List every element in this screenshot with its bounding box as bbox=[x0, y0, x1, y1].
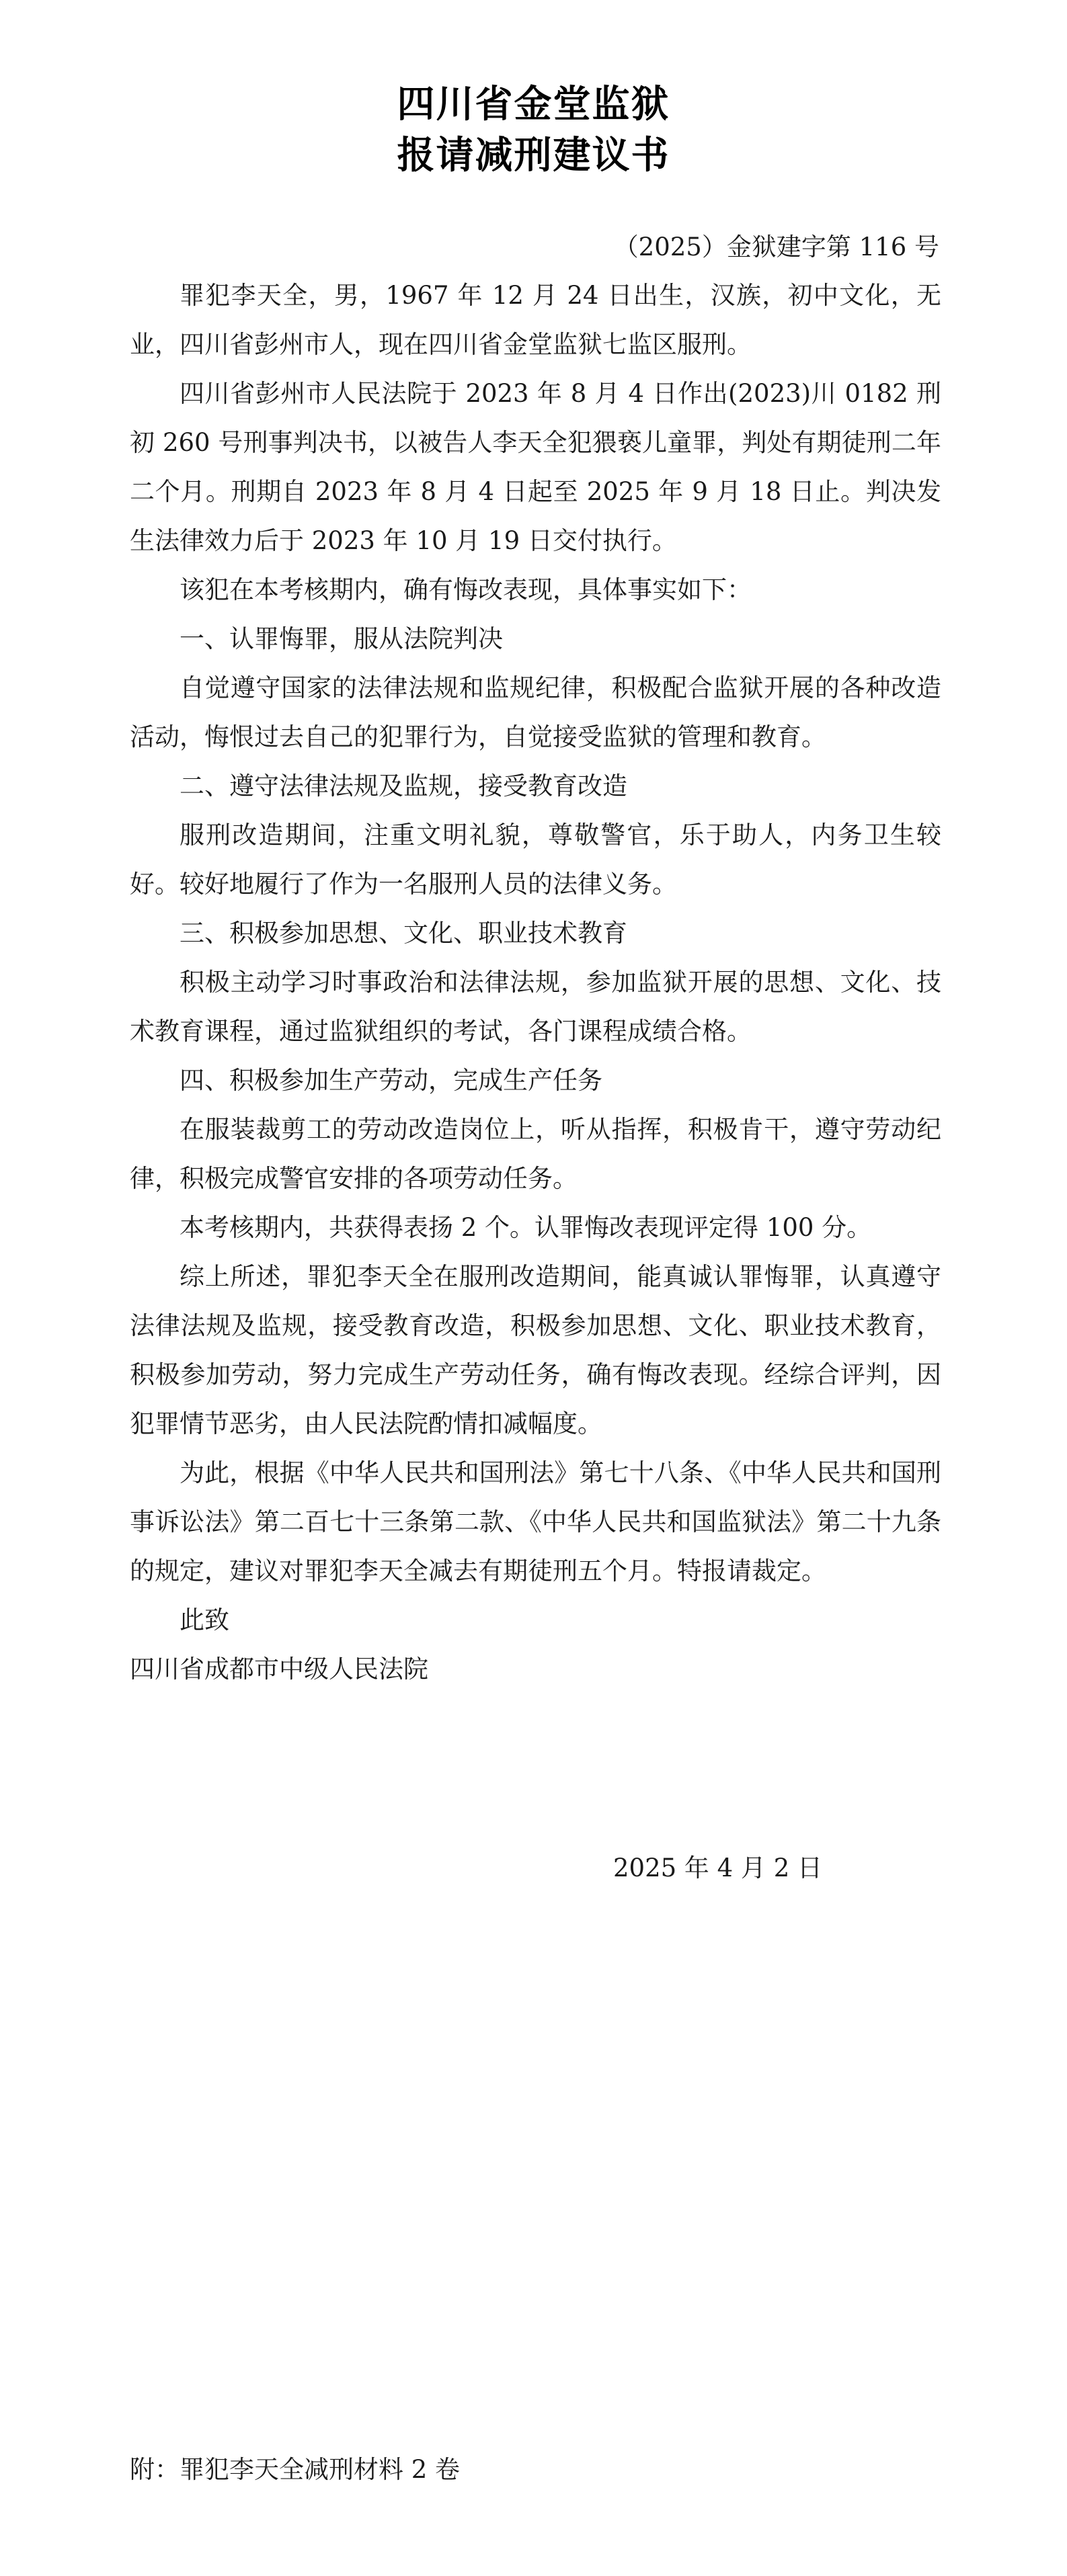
document-date: 2025 年 4 月 2 日 bbox=[613, 1854, 823, 1882]
paragraph-summary: 综上所述，罪犯李天全在服刑改造期间，能真诚认罪悔罪，认真遵守法律法规及监规，接受教育改造，积极参加思想、文化、职业技术教育，积极参加劳动，努力完成生产劳动任务，确有悔改表现。经综合评判，因犯罪情节恶劣，由人民法院酌情扣减幅度。 bbox=[130, 1262, 941, 1438]
section-heading-1: 一、认罪悔罪，服从法院判决 bbox=[180, 624, 503, 653]
section-heading-4: 四、积极参加生产劳动，完成生产任务 bbox=[180, 1066, 602, 1095]
paragraph-salutation: 此致 bbox=[180, 1606, 229, 1634]
addressee: 四川省成都市中级人民法院 bbox=[130, 1655, 428, 1684]
attachment-note: 附：罪犯李天全减刑材料 2 卷 bbox=[130, 2455, 461, 2484]
document-title-line2: 报请减刑建议书 bbox=[397, 134, 670, 177]
paragraph-judgment: 四川省彭州市人民法院于 2023 年 8 月 4 日作出(2023)川 0182 刑初 260 号刑事判决书，以被告人李天全犯猥亵儿童罪，判处有期徒刑二年二个月。刑期自 2023 年 8 月 4 日起至 2025 年 9 月 18 日止。判决发生法律效力后于 2023 年 10 月 19 日交付执行。 bbox=[130, 379, 941, 555]
paragraph-section-1: 自觉遵守国家的法律法规和监规纪律，积极配合监狱开展的各种改造活动，悔恨过去自己的犯罪行为，自觉接受监狱的管理和教育。 bbox=[130, 673, 941, 751]
paragraph-section-4: 在服装裁剪工的劳动改造岗位上，听从指挥，积极肯干，遵守劳动纪律，积极完成警官安排的各项劳动任务。 bbox=[130, 1115, 941, 1193]
paragraph-intro: 该犯在本考核期内，确有悔改表现，具体事实如下： bbox=[180, 575, 752, 604]
paragraph-section-2: 服刑改造期间，注重文明礼貌，尊敬警官，乐于助人，内务卫生较好。较好地履行了作为一名服刑人员的法律义务。 bbox=[130, 821, 941, 899]
document-body bbox=[130, 271, 941, 1694]
document-number: （2025）金狱建字第 116 号 bbox=[613, 233, 939, 261]
document-title-line1: 四川省金堂监狱 bbox=[397, 83, 670, 126]
paragraph-recommendation: 为此，根据《中华人民共和国刑法》第七十八条、《中华人民共和国刑事诉讼法》第二百七十三条第二款、《中华人民共和国监狱法》第二十九条的规定，建议对罪犯李天全减去有期徒刑五个月。特报请裁定。 bbox=[130, 1458, 941, 1585]
section-heading-3: 三、积极参加思想、文化、职业技术教育 bbox=[180, 919, 627, 948]
paragraph-personal-info: 罪犯李天全，男，1967 年 12 月 24 日出生，汉族，初中文化，无业，四川省彭州市人，现在四川省金堂监狱七监区服刑。 bbox=[130, 281, 941, 359]
paragraph-rewards: 本考核期内，共获得表扬 2 个。认罪悔改表现评定得 100 分。 bbox=[180, 1213, 872, 1242]
paragraph-section-3: 积极主动学习时事政治和法律法规，参加监狱开展的思想、文化、技术教育课程，通过监狱组织的考试，各门课程成绩合格。 bbox=[130, 968, 941, 1046]
section-heading-2: 二、遵守法律法规及监规，接受教育改造 bbox=[180, 772, 627, 800]
